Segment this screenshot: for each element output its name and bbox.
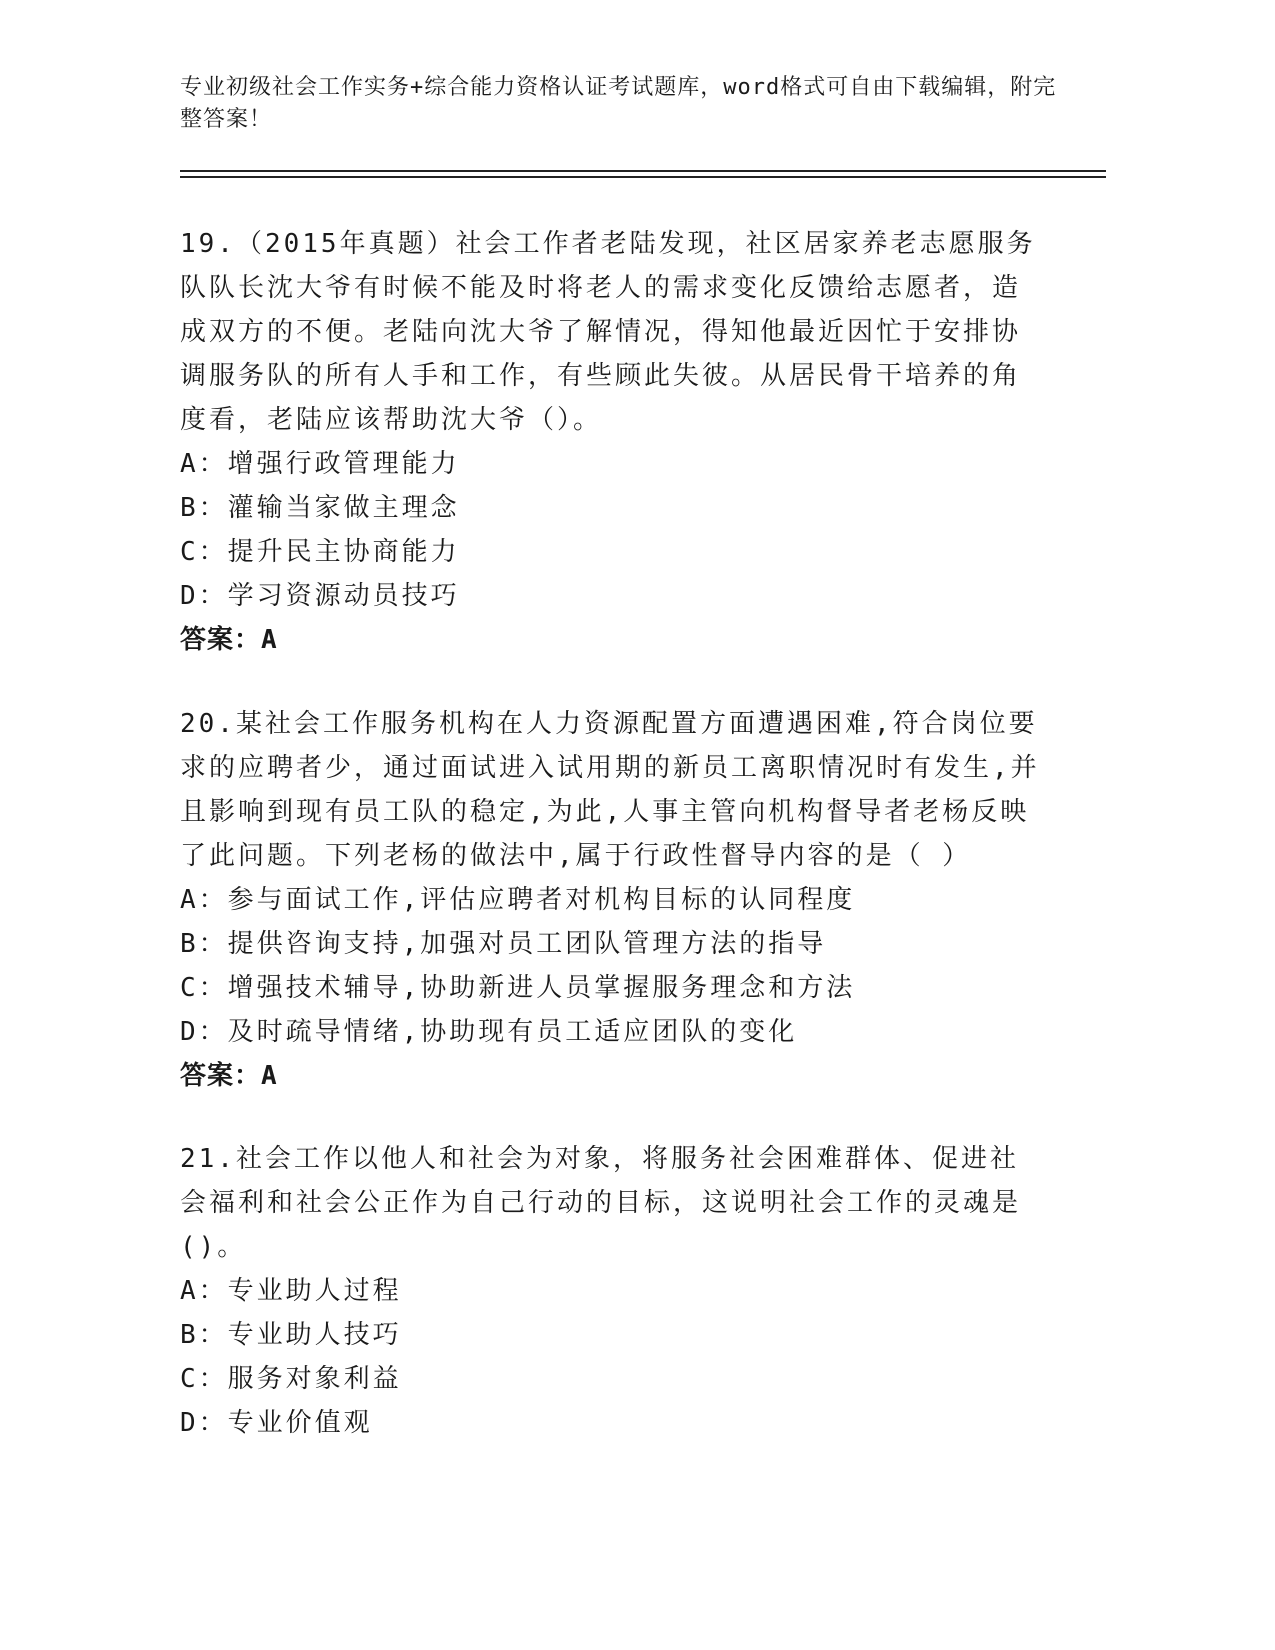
option-a: A：增强行政管理能力: [180, 449, 460, 479]
question-20: [180, 702, 1040, 1098]
option-b: B：灌输当家做主理念: [180, 493, 460, 523]
question-stem: 21.社会工作以他人和社会为对象，将服务社会困难群体、促进社会福利和社会公正作为自己行动的目标，这说明社会工作的灵魂是()。: [180, 1144, 1022, 1262]
option-d: D：专业价值观: [180, 1408, 373, 1438]
option-d: D：学习资源动员技巧: [180, 581, 460, 611]
option-d: D：及时疏导情绪,协助现有员工适应团队的变化: [180, 1017, 798, 1047]
header-rule-bottom: [180, 176, 1106, 178]
option-c: C：服务对象利益: [180, 1364, 402, 1394]
question-21: [180, 1137, 1040, 1445]
option-a: A：专业助人过程: [180, 1276, 402, 1306]
option-c: C：增强技术辅导,协助新进人员掌握服务理念和方法: [180, 973, 856, 1003]
option-c: C：提升民主协商能力: [180, 537, 460, 567]
option-a: A：参与面试工作,评估应聘者对机构目标的认同程度: [180, 885, 856, 915]
question-stem: 20.某社会工作服务机构在人力资源配置方面遭遇困难,符合岗位要求的应聘者少，通过面试进入试用期的新员工离职情况时有发生,并且影响到现有员工队的稳定,为此,人事主管向机构督导者老杨反映了此问题。下列老杨的做法中,属于行政性督导内容的是（ ）: [180, 709, 1040, 871]
question-stem: 19.（2015年真题）社会工作者老陆发现，社区居家养老志愿服务队队长沈大爷有时候不能及时将老人的需求变化反馈给志愿者，造成双方的不便。老陆向沈大爷了解情况，得知他最近因忙于安排协调服务队的所有人手和工作，有些顾此失彼。从居民骨干培养的角度看，老陆应该帮助沈大爷（）。: [180, 229, 1036, 435]
option-b: B：提供咨询支持,加强对员工团队管理方法的指导: [180, 929, 827, 959]
answer-line: 答案：A: [180, 625, 278, 655]
question-19: [180, 222, 1040, 662]
option-b: B：专业助人技巧: [180, 1320, 402, 1350]
header-rule-top: [180, 170, 1106, 172]
answer-line: 答案：A: [180, 1061, 278, 1091]
document-header: 专业初级社会工作实务+综合能力资格认证考试题库，word格式可自由下载编辑，附完整答案！: [180, 75, 1057, 132]
